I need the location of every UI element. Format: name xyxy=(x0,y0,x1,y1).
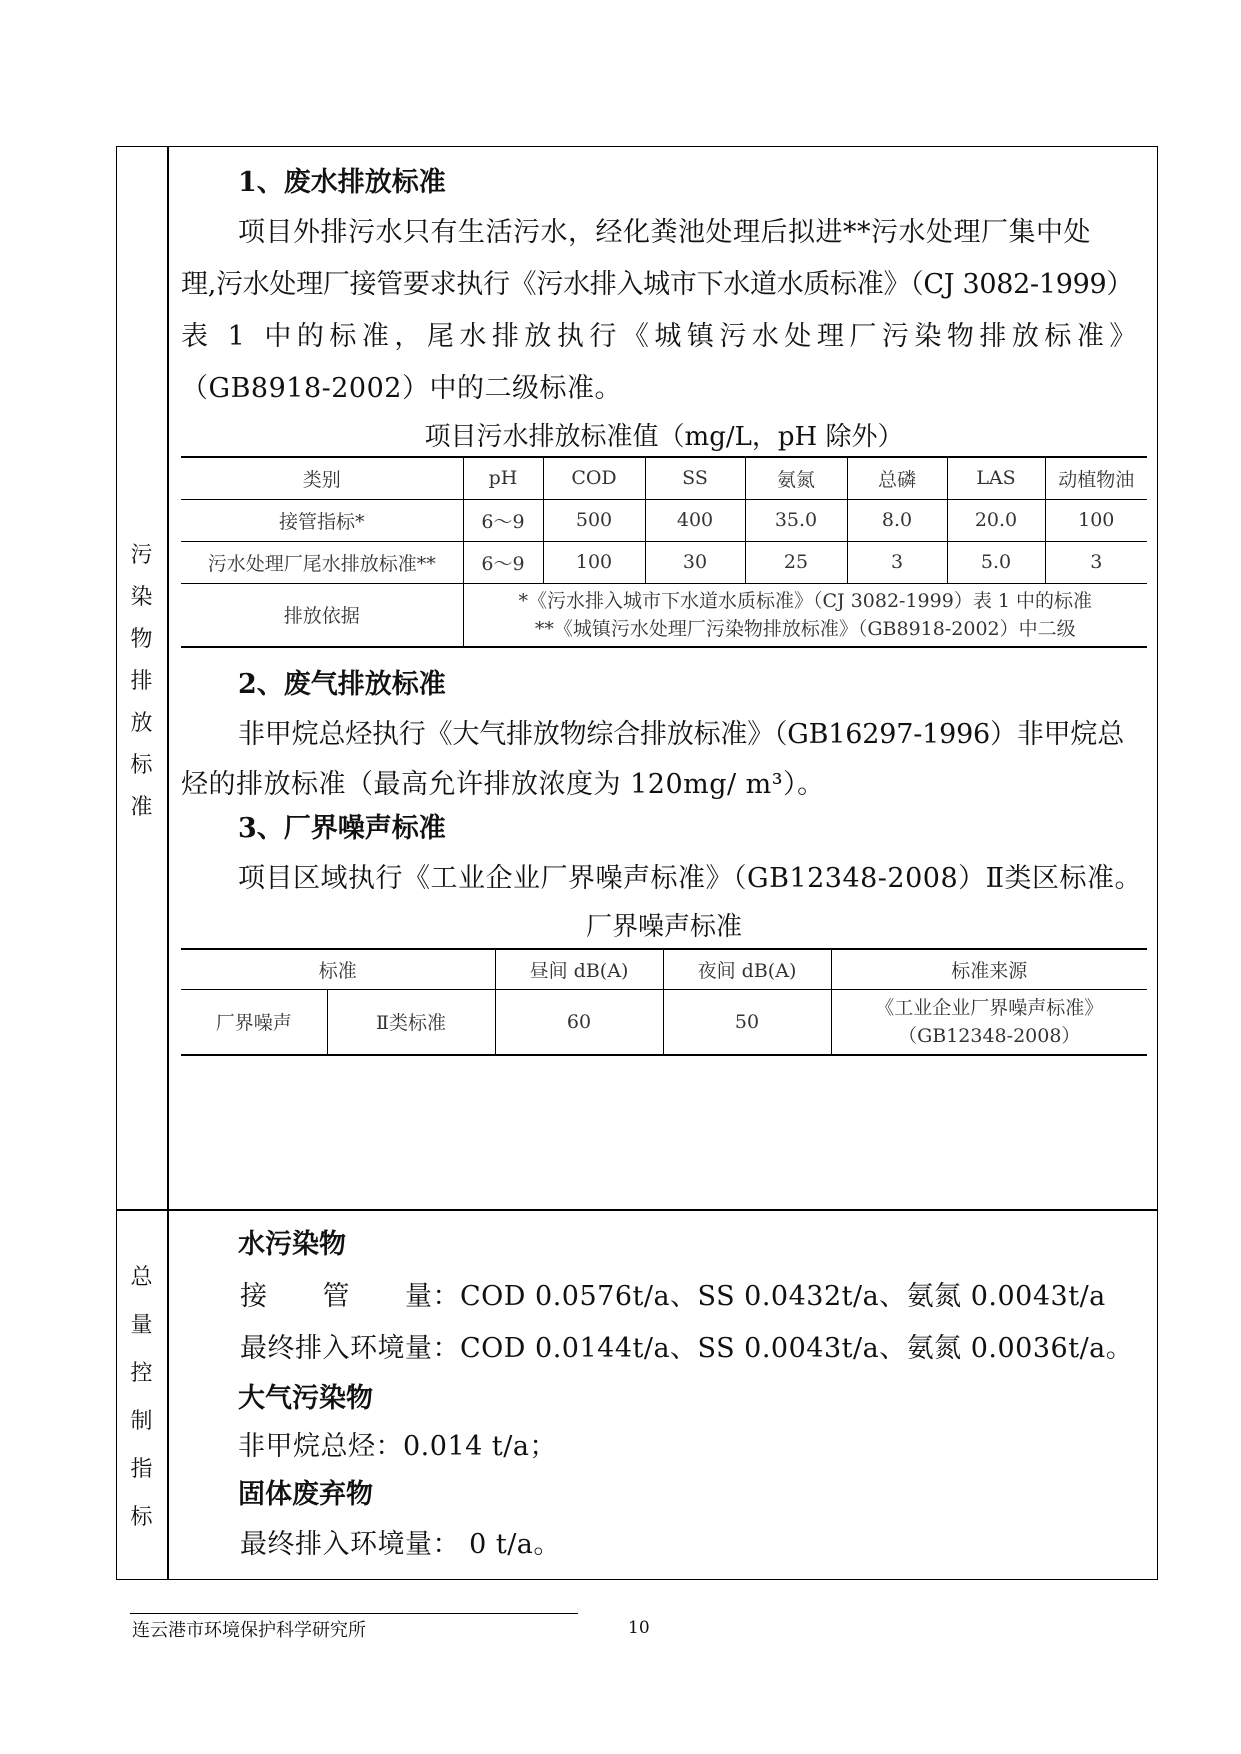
connect-line: 接 管 量：COD 0.0576t/a、SS 0.0432t/a、氨氮 0.0043t/a xyxy=(240,1281,1106,1312)
header-cell: 标准来源 xyxy=(831,949,1147,989)
header-cell: COD xyxy=(543,457,645,499)
paragraph-line: 非甲烷总烃执行《大气排放物综合排放标准》（GB16297-1996）非甲烷总 xyxy=(238,719,1125,750)
paragraph-line: 项目区域执行《工业企业厂界噪声标准》（GB12348-2008）Ⅱ类区标准。 xyxy=(238,863,1142,894)
page-number: 10 xyxy=(628,1618,650,1638)
header-cell: 标准 xyxy=(181,949,495,989)
footer-organization: 连云港市环境保护科学研究所 xyxy=(132,1620,366,1641)
paragraph-line: 烃的排放标准（最高允许排放浓度为 120mg/ m³）。 xyxy=(181,769,825,800)
table-cell: 8.0 xyxy=(847,499,947,541)
noise-table-caption: 厂界噪声标准 xyxy=(585,912,742,942)
solid-total-line: 最终排入环境量： 0 t/a。 xyxy=(240,1529,561,1560)
table-row-basis xyxy=(181,583,1147,647)
heading-water-pollutants: 水污染物 xyxy=(238,1229,346,1260)
final-emission-line: 最终排入环境量：COD 0.0144t/a、SS 0.0043t/a、氨氮 0.0036t/a。 xyxy=(240,1333,1134,1364)
header-cell: 氨氮 xyxy=(745,457,847,499)
table-cell: 5.0 xyxy=(947,541,1045,583)
side-label-pollutant-standards: 污 染 物 排 放 标 准 xyxy=(130,543,153,820)
side-label-total-control: 总 量 控 制 指 标 xyxy=(130,1265,153,1530)
table-cell: 厂界噪声 xyxy=(181,989,327,1055)
table-cell: 25 xyxy=(745,541,847,583)
table-cell: 100 xyxy=(1045,499,1147,541)
column-divider xyxy=(167,146,169,1580)
basis-label: 排放依据 xyxy=(181,583,463,647)
header-cell: LAS xyxy=(947,457,1045,499)
table-cell: 接管指标* xyxy=(181,499,463,541)
table-cell: 20.0 xyxy=(947,499,1045,541)
heading-solid-waste: 固体废弃物 xyxy=(238,1479,373,1510)
table-cell: 500 xyxy=(543,499,645,541)
table-cell: 400 xyxy=(645,499,745,541)
table-cell: 35.0 xyxy=(745,499,847,541)
table-cell: 3 xyxy=(1045,541,1147,583)
wastewater-table-caption: 项目污水排放标准值（mg/L，pH 除外） xyxy=(424,422,904,452)
table-cell: 污水处理厂尾水排放标准** xyxy=(181,541,463,583)
table-row xyxy=(181,989,1147,1055)
basis-text: *《污水排入城市下水道水质标准》（CJ 3082-1999）表 1 中的标准 **《城镇污水处理厂污染物排放标准》（GB8918-2002）中二级 xyxy=(463,583,1147,647)
header-cell: pH xyxy=(463,457,543,499)
heading-exhaust: 2、废气排放标准 xyxy=(238,669,446,700)
heading-noise: 3、厂界噪声标准 xyxy=(238,813,446,844)
table-cell: 6～9 xyxy=(463,541,543,583)
table-header-row xyxy=(181,457,1147,499)
paragraph-line: 项目外排污水只有生活污水，经化粪池处理后拟进**污水处理厂集中处 xyxy=(238,217,1091,248)
header-cell: 总磷 xyxy=(847,457,947,499)
header-cell: 类别 xyxy=(181,457,463,499)
table-cell: 30 xyxy=(645,541,745,583)
table-cell: 100 xyxy=(543,541,645,583)
paragraph-line: 理,污水处理厂接管要求执行《污水排入城市下水道水质标准》（CJ 3082-1999） xyxy=(181,269,1134,300)
paragraph-line: 表 1 中的标准，尾水排放执行《城镇污水处理厂污染物排放标准》 xyxy=(181,321,1142,352)
table-cell: Ⅱ类标准 xyxy=(327,989,495,1055)
heading-wastewater: 1、废水排放标准 xyxy=(238,167,446,198)
table-row xyxy=(181,541,1147,583)
table-cell: 3 xyxy=(847,541,947,583)
table-cell: 50 xyxy=(663,989,831,1055)
header-cell: 夜间 dB(A) xyxy=(663,949,831,989)
table-header-row xyxy=(181,949,1147,989)
paragraph-line: （GB8918-2002）中的二级标准。 xyxy=(181,373,622,404)
row-divider xyxy=(116,1209,1158,1211)
table-row xyxy=(181,499,1147,541)
table-cell-source: 《工业企业厂界噪声标准》 （GB12348-2008） xyxy=(831,989,1147,1055)
noise-standards-table xyxy=(181,948,1147,1056)
header-cell: 昼间 dB(A) xyxy=(495,949,663,989)
air-total-line: 非甲烷总烃：0.014 t/a； xyxy=(238,1431,557,1462)
header-cell: 动植物油 xyxy=(1045,457,1147,499)
heading-air-pollutants: 大气污染物 xyxy=(238,1383,373,1414)
header-cell: SS xyxy=(645,457,745,499)
table-cell: 60 xyxy=(495,989,663,1055)
footer-rule xyxy=(130,1613,578,1614)
table-cell: 6～9 xyxy=(463,499,543,541)
wastewater-standards-table xyxy=(181,456,1147,648)
